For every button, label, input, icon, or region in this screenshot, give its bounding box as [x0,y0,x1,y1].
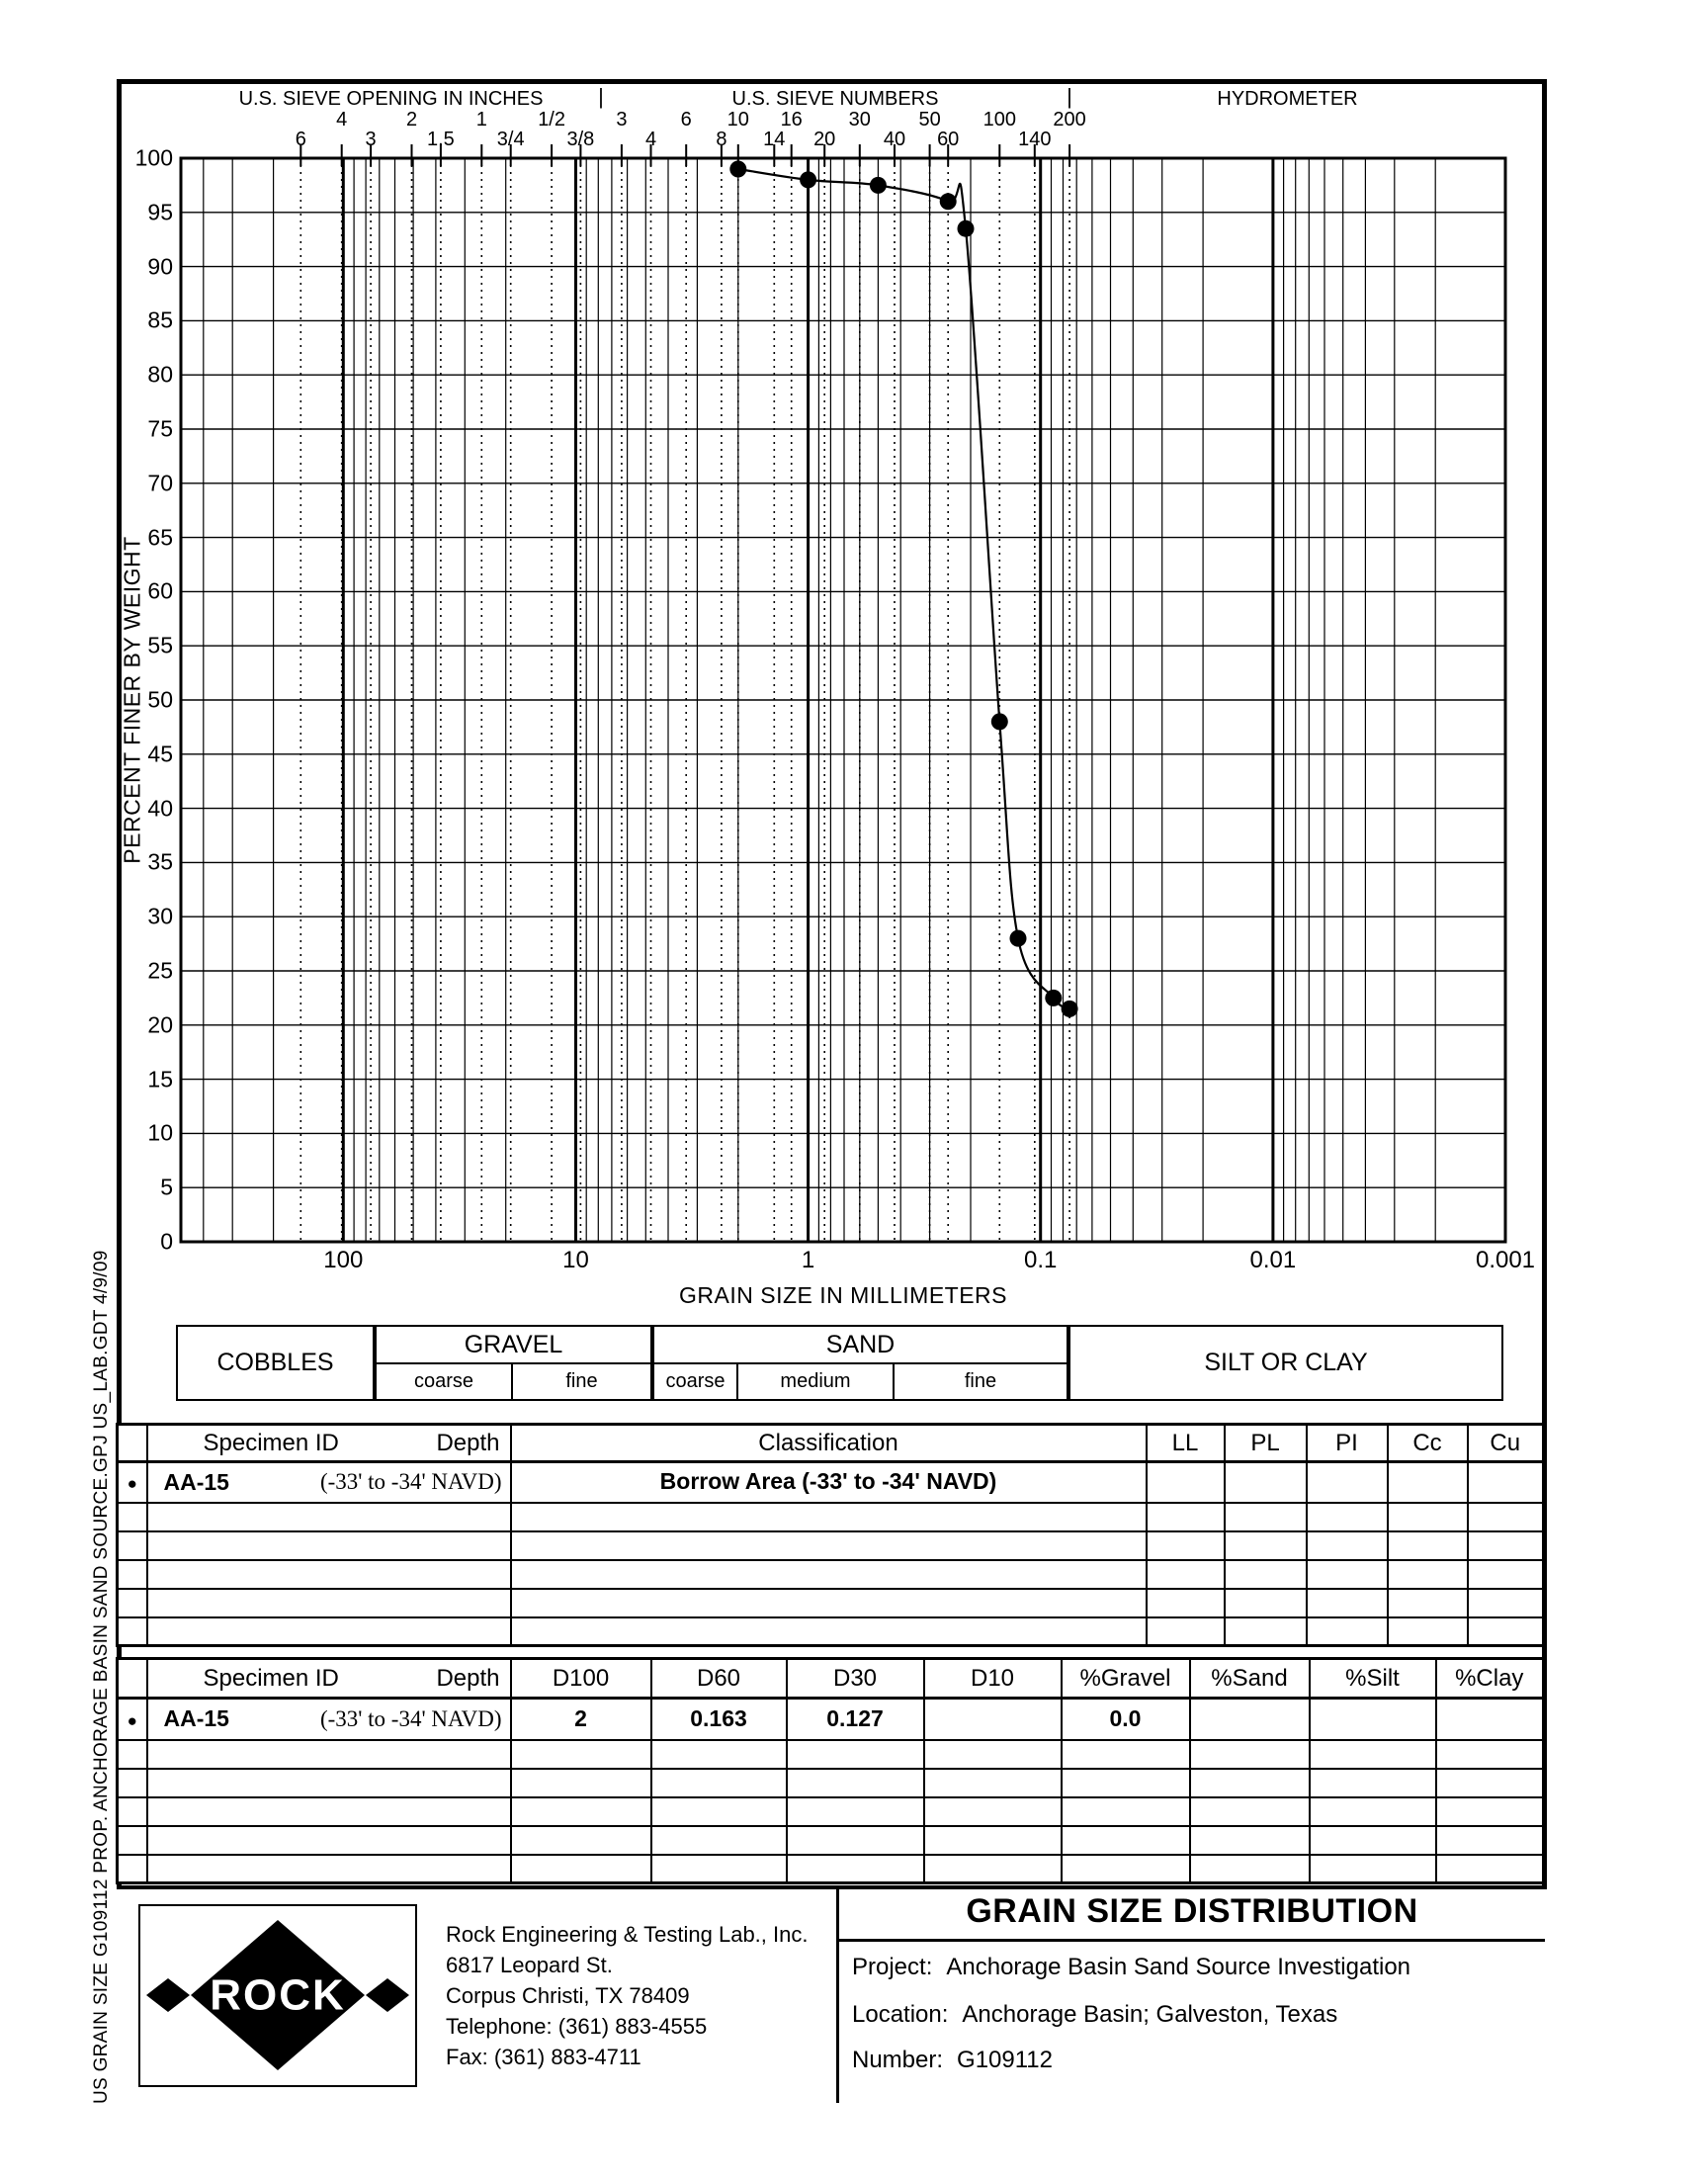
sieve-label: 50 [918,109,941,131]
number-line [852,2047,1053,2074]
sieve-label: 3/4 [496,129,525,150]
fraction-cell-sand-medium: medium [736,1362,895,1401]
fraction-cell-gravel: GRAVEL [375,1325,652,1364]
col-specimen-id: Specimen ID [203,1664,339,1692]
y-tick-label: 70 [147,470,173,496]
x-axis-title: GRAIN SIZE IN MILLIMETERS [679,1282,1007,1308]
y-tick-label: 85 [147,306,173,333]
row-marker: ● [127,1710,137,1730]
row-marker: ● [127,1474,137,1494]
y-tick-label: 90 [147,253,173,280]
top-axis-separator-2: | [1067,84,1072,109]
sidebar-filename-note: US GRAIN SIZE G109112 PROP. ANCHORAGE BASIN SAND SOURCE.GPJ US_LAB.GDT 4/9/09 [91,1250,112,2104]
y-tick-label: 80 [147,361,173,388]
sieve-label: 200 [1053,109,1086,131]
x-tick-label: 0.001 [1475,1247,1536,1273]
y-tick-label: 55 [147,632,173,658]
sieve-label: 3/8 [566,129,595,150]
location-label: Location: [852,2001,949,2028]
x-tick-label: 10 [562,1247,589,1273]
sieve-label: 3 [616,109,628,131]
top-axis-separator-1: | [598,84,604,109]
sieve-label: 3 [365,129,377,150]
empty-row [118,1855,1544,1883]
project-value: Anchorage Basin Sand Source Investigation [946,1954,1411,1980]
y-tick-label: 30 [147,903,173,929]
company-address-street: 6817 Leopard St. [446,1953,613,1977]
fraction-cell-cobbles: COBBLES [176,1325,375,1401]
rock-logo-text: ROCK [210,1970,346,2020]
y-tick-label: 25 [147,957,173,984]
fraction-cell-sand: SAND [652,1325,1068,1364]
empty-row [118,1740,1544,1769]
fraction-cell-gravel-coarse: coarse [375,1362,513,1401]
sieve-label: 100 [982,109,1016,131]
sieve-label: 60 [937,129,960,150]
top-axis-section-inches: U.S. SIEVE OPENING IN INCHES [238,88,544,110]
x-tick-label: 100 [323,1247,364,1273]
report-title-rule [839,1939,1545,1942]
fraction-cell-gravel-fine: fine [511,1362,652,1401]
classification-value: Borrow Area (-33' to -34' NAVD) [659,1468,997,1495]
top-axis-section-hydrometer: HYDROMETER [1217,88,1358,110]
company-fax: Fax: (361) 883-4711 [446,2045,641,2069]
empty-row [118,1503,1544,1531]
empty-row [118,1797,1544,1826]
y-tick-label: 75 [147,415,173,442]
location-line [852,2001,1337,2029]
sieve-label: 20 [813,129,836,150]
y-tick-label: 35 [147,848,173,875]
col-specimen-id: Specimen ID [203,1429,339,1456]
y-tick-label: 100 [134,144,173,171]
sieve-label: 2 [405,109,418,131]
empty-row [118,1589,1544,1617]
rock-logo-graphic [140,1906,415,2085]
specimen-id-value: AA-15 [163,1468,229,1495]
sieve-label: 40 [883,129,906,150]
empty-row [118,1617,1544,1646]
sieve-label: 30 [848,109,871,131]
report-title: GRAIN SIZE DISTRIBUTION [966,1892,1418,1930]
sieve-label: 6 [295,129,306,150]
sieve-label: 1 [475,109,487,131]
classification-table: Specimen ID Depth Classification LL PL PI Cc Cu ● AA-15 (-33' to -34' NAVD) Borrow Area (-33' to -34' NAVD) [116,1423,1545,1647]
y-axis-title: PERCENT FINER BY WEIGHT [119,536,145,864]
sieve-label: 1.5 [426,129,455,150]
sieve-label: 14 [763,129,786,150]
sieve-label: 10 [726,109,749,131]
empty-row [118,1531,1544,1560]
project-line [852,1954,1410,1981]
empty-row [118,1560,1544,1589]
project-label: Project: [852,1954,933,1980]
sieve-label: 140 [1018,129,1052,150]
sieve-label: 8 [716,129,727,150]
y-tick-label: 65 [147,524,173,551]
company-info [446,1919,808,2072]
sieve-label: 1/2 [538,109,565,131]
number-value: G109112 [957,2047,1054,2073]
company-logo [138,1904,417,2087]
x-tick-label: 0.1 [1024,1247,1058,1273]
location-value: Anchorage Basin; Galveston, Texas [962,2001,1338,2028]
empty-row [118,1769,1544,1797]
y-tick-label: 50 [147,686,173,713]
number-label: Number: [852,2047,944,2073]
empty-row [118,1826,1544,1855]
fraction-cell-sand-coarse: coarse [652,1362,738,1401]
y-tick-label: 45 [147,741,173,767]
depth-value: (-33' to -34' NAVD) [319,1469,502,1495]
fraction-cell-silt-or-clay: SILT OR CLAY [1068,1325,1503,1401]
company-address-city: Corpus Christi, TX 78409 [446,1983,690,2008]
col-depth: Depth [436,1429,500,1456]
depth-value: (-33' to -34' NAVD) [319,1705,502,1731]
top-axis-section-sieve-numbers: U.S. SIEVE NUMBERS [731,88,939,110]
y-tick-label: 40 [147,795,173,822]
y-tick-label: 20 [147,1011,173,1038]
y-tick-label: 15 [147,1066,173,1092]
y-tick-label: 10 [147,1119,173,1146]
sieve-label: 4 [644,129,657,150]
company-phone: Telephone: (361) 883-4555 [446,2014,708,2039]
col-depth: Depth [436,1664,500,1692]
company-name: Rock Engineering & Testing Lab., Inc. [446,1922,809,1947]
d-values-table: Specimen ID Depth D100 D60 D30 D10 %Gravel %Sand %Silt %Clay ● AA-15 (-33' to -34' NAVD) 2 0.163 0.127 0.0 [116,1657,1545,1884]
y-tick-label: 60 [147,577,173,604]
y-tick-label: 95 [147,199,173,225]
y-tick-label: 0 [160,1228,173,1255]
specimen-id-value: AA-15 [163,1705,229,1732]
x-tick-label: 1 [801,1247,815,1273]
sieve-label: 16 [780,109,803,131]
y-tick-label: 5 [160,1174,173,1200]
fraction-cell-sand-fine: fine [893,1362,1068,1401]
x-tick-label: 0.01 [1249,1247,1297,1273]
sieve-label: 6 [680,109,692,131]
sieve-label: 4 [336,109,348,131]
